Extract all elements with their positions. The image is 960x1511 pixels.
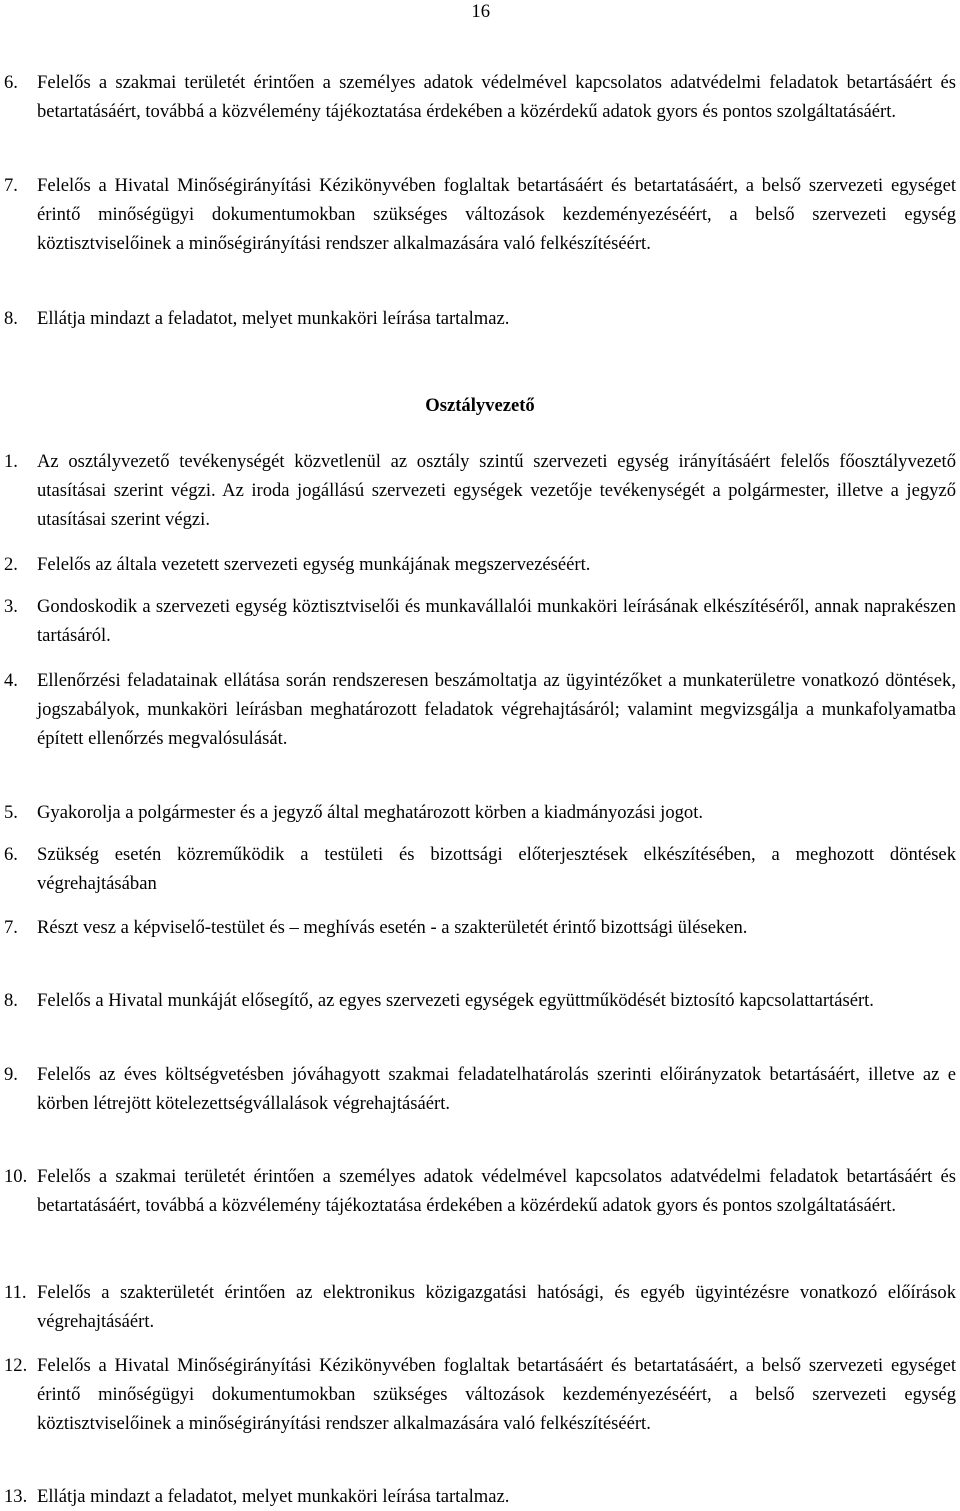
list-item-number: 7.	[4, 917, 18, 938]
list-item	[0, 447, 956, 534]
list-item	[0, 986, 956, 1015]
list-item-text: Ellátja mindazt a feladatot, melyet munkaköri leírása tartalmaz.	[37, 1486, 510, 1507]
list-item-text: Felelős a szakterületét érintően az elektronikus közigazgatási hatósági, és egyéb ügyintézésre vonatkozó előírások végrehajtásáért.	[37, 1282, 956, 1332]
list-item-number: 7.	[4, 175, 18, 196]
list-item-text: Felelős a Hivatal munkáját elősegítő, az egyes szervezeti egységek együttműködését biztosító kapcsolattartásért.	[37, 990, 874, 1011]
list-item	[0, 68, 956, 126]
list-item	[0, 550, 956, 579]
list-item	[0, 1482, 956, 1511]
list-item	[0, 798, 956, 827]
list-item-text: Ellenőrzési feladatainak ellátása során rendszeresen beszámoltatja az ügyintézőket a munkaterületre vonatkozó döntések, jogszabályok, munkaköri leírásban meghatározott feladatok végrehajtásáról; valamint megvizsgálja a munkafolyamatba épített ellenőrzés megvalósulását.	[37, 670, 956, 749]
list-item	[0, 171, 956, 258]
list-item-text: Gyakorolja a polgármester és a jegyző által meghatározott körben a kiadmányozási jogot.	[37, 802, 704, 823]
list-item	[0, 592, 956, 650]
list-item-text: Részt vesz a képviselő-testület és – meghívás esetén - a szakterületét érintő bizottsági üléseken.	[37, 917, 748, 938]
list-item	[0, 1162, 956, 1220]
list-item-text: Szükség esetén közreműködik a testületi és bizottsági előterjesztések elkészítésében, a meghozott döntések végrehajtásában	[37, 844, 956, 894]
list-item	[0, 666, 956, 753]
list-item-number: 11.	[4, 1282, 27, 1303]
list-item-text: Felelős az éves költségvetésben jóváhagyott szakmai feladatelhatárolás szerinti előirányzatok betartásáért, illetve az e körben létrejött kötelezettségvállalások végrehajtásáért.	[37, 1064, 956, 1114]
list-item-text: Gondoskodik a szervezeti egység köztisztviselői és munkavállalói munkaköri leírásának elkészítéséről, annak naprakészen tartásáról.	[37, 596, 956, 646]
list-item-text: Ellátja mindazt a feladatot, melyet munkaköri leírása tartalmaz.	[37, 308, 510, 329]
list-item	[0, 1278, 956, 1336]
list-item-text: Felelős a szakmai területét érintően a személyes adatok védelmével kapcsolatos adatvédelmi feladatok betartásáért és betartatásáért, továbbá a közvélemény tájékoztatása érdekében a közérdekű adatok gyors és pontos szolgáltatásáért.	[37, 1166, 956, 1216]
page-number: 16	[471, 1, 490, 22]
list-item-number: 13.	[4, 1486, 28, 1507]
list-item-number: 8.	[4, 990, 18, 1011]
list-item-text: Felelős a Hivatal Minőségirányítási Kézikönyvében foglaltak betartásáért és betartatásáért, a belső szervezeti egységet érintő minőségügyi dokumentumokban szükséges változások kezdeményezéséért, a belső szervezeti egység köztisztviselőinek a minőségirányítási rendszer alkalmazására való felkészítéséért.	[37, 1355, 956, 1434]
section-heading: Osztályvezető	[425, 395, 535, 416]
list-item-number: 2.	[4, 554, 18, 575]
list-item	[0, 1060, 956, 1118]
list-item-text: Felelős az általa vezetett szervezeti egység munkájának megszervezéséért.	[37, 554, 591, 575]
list-item	[0, 304, 956, 333]
list-item-number: 5.	[4, 802, 18, 823]
list-item-number: 1.	[4, 451, 18, 472]
list-item-text: Az osztályvezető tevékenységét közvetlenül az osztály szintű szervezeti egység irányításáért felelős főosztályvezető utasításai szerint végzi. Az iroda jogállású szervezeti egységek vezetője tevékenységét a polgármester, illetve a jegyző utasításai szerint végzi.	[37, 451, 956, 530]
list-item-number: 10.	[4, 1166, 28, 1187]
list-item-number: 12.	[4, 1355, 28, 1376]
list-item	[0, 840, 956, 898]
list-item-number: 3.	[4, 596, 18, 617]
list-item-number: 6.	[4, 72, 18, 93]
list-item-text: Felelős a szakmai területét érintően a személyes adatok védelmével kapcsolatos adatvédelmi feladatok betartásáért és betartatásáért, továbbá a közvélemény tájékoztatása érdekében a közérdekű adatok gyors és pontos szolgáltatásáért.	[37, 72, 956, 122]
list-item-number: 9.	[4, 1064, 18, 1085]
list-item	[0, 1351, 956, 1438]
list-item-number: 6.	[4, 844, 18, 865]
list-item-number: 8.	[4, 308, 18, 329]
list-item-number: 4.	[4, 670, 18, 691]
list-item	[0, 913, 956, 942]
list-item-text: Felelős a Hivatal Minőségirányítási Kézikönyvében foglaltak betartásáért és betartatásáért, a belső szervezeti egységet érintő minőségügyi dokumentumokban szükséges változások kezdeményezéséért, a belső szervezeti egység köztisztviselőinek a minőségirányítási rendszer alkalmazására való felkészítéséért.	[37, 175, 956, 254]
